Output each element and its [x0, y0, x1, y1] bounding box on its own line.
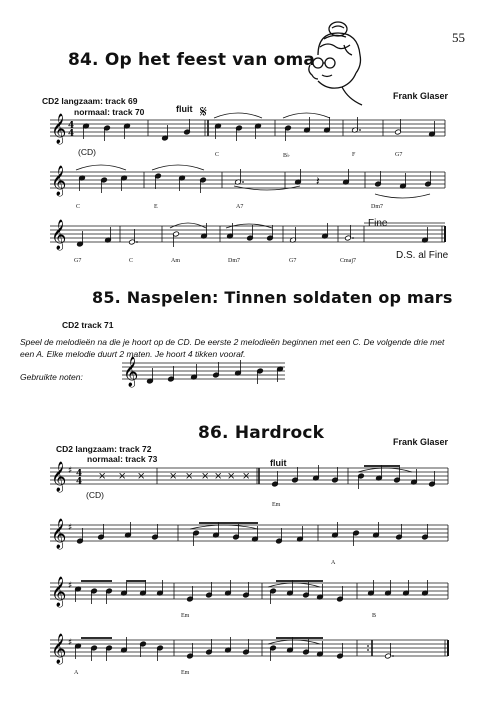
time-signature-bottom: 4: [76, 477, 83, 487]
chord-label: B: [372, 613, 377, 619]
percussion-note-icon: ×: [169, 471, 178, 482]
note-dot: [242, 181, 244, 183]
chord-label: A7: [236, 204, 244, 210]
slur: [268, 583, 320, 587]
percussion-note-icon: ×: [185, 471, 194, 482]
song-85-title: 85. Naspelen: Tinnen soldaten op mars: [92, 288, 453, 307]
percussion-note-icon: ×: [201, 471, 210, 482]
song-86-composer: Frank Glaser: [393, 437, 449, 447]
chord-label: Cmaj7: [340, 258, 356, 264]
key-sharp-icon: ♯: [68, 638, 73, 648]
song-84-track-slow: CD2 langzaam: track 69: [42, 96, 138, 106]
slur: [375, 194, 430, 198]
treble-clef-icon: 𝄞: [51, 577, 67, 607]
percussion-note-icon: ×: [118, 471, 127, 482]
song-85-instruction: Speel de melodieën na die je hoort op de CD. De eerste 2 melodieën beginnen met een C. De volgende drie met een A. Elke melodie duurt 2 maten. Je hoort 4 tikken vooraf.: [20, 337, 445, 359]
chord-label: A: [331, 560, 336, 566]
treble-clef-icon: 𝄞: [51, 519, 67, 549]
rest-icon: 𝄽: [316, 174, 320, 188]
percussion-note-icon: ×: [137, 471, 146, 482]
percussion-note-icon: ×: [227, 471, 236, 482]
song-86-instrument: fluit: [270, 458, 287, 468]
chord-label: G7: [289, 258, 297, 264]
time-signature-top: 4: [76, 469, 83, 479]
song-84-cd-label: (CD): [78, 147, 96, 157]
song-86-cd-label: (CD): [86, 490, 104, 500]
song-84-instrument: fluit: [176, 104, 193, 114]
treble-clef-icon: 𝄞: [51, 166, 67, 196]
slur: [214, 113, 262, 118]
song-86-track-normal: normaal: track 73: [87, 454, 158, 464]
slur: [190, 525, 258, 529]
treble-clef-icon: 𝄞: [51, 634, 67, 664]
chord-label: C: [215, 152, 220, 158]
chord-label: C: [76, 204, 81, 210]
page-number: 55: [452, 30, 465, 45]
chord-label: F: [352, 152, 356, 158]
percussion-note-icon: ×: [242, 471, 251, 482]
song-84-title: 84. Op het feest van oma: [68, 50, 316, 70]
song-85-notes-label: Gebruikte noten:: [20, 372, 83, 382]
slur: [170, 223, 206, 228]
chord-label: E: [154, 204, 158, 210]
key-sharp-icon: ♯: [68, 581, 73, 591]
key-sharp-icon: ♯: [68, 466, 73, 476]
chord-label: B♭: [283, 153, 290, 159]
slur: [358, 468, 412, 472]
chord-label: A: [74, 670, 79, 676]
chord-label: Em: [272, 502, 281, 508]
repeat-dot: [367, 649, 369, 651]
note-dot: [359, 129, 361, 131]
segno-icon: 𝄋: [200, 102, 207, 121]
treble-clef-icon: 𝄞: [51, 220, 67, 250]
song-86-title: 86. Hardrock: [198, 423, 325, 443]
chord-label: Dm7: [371, 204, 383, 210]
chord-label: C: [129, 258, 134, 264]
chord-label: Em: [181, 613, 190, 619]
chord-label: Am: [171, 258, 180, 264]
percussion-note-icon: ×: [214, 471, 223, 482]
note-dot: [352, 237, 354, 239]
chord-label: Dm7: [228, 258, 240, 264]
treble-clef-icon: 𝄞: [51, 462, 67, 492]
note-dot: [136, 241, 138, 243]
time-signature-top: 4: [68, 121, 75, 131]
slur: [76, 165, 126, 170]
ds-al-fine-label: D.S. al Fine: [396, 250, 449, 261]
treble-clef-icon: 𝄞: [123, 357, 139, 387]
slur: [152, 165, 204, 170]
note-dot: [392, 655, 394, 657]
key-sharp-icon: ♯: [68, 523, 73, 533]
chord-label: G7: [395, 152, 403, 158]
song-86-track-slow: CD2 langzaam: track 72: [56, 444, 152, 454]
chord-label: Em: [181, 670, 190, 676]
slur: [283, 113, 330, 118]
fine-label: Fine: [368, 218, 388, 229]
repeat-dot: [367, 645, 369, 647]
percussion-note-icon: ×: [98, 471, 107, 482]
slur: [268, 640, 320, 644]
treble-clef-icon: 𝄞: [51, 114, 67, 144]
song-84-composer: Frank Glaser: [393, 91, 449, 101]
chord-label: G7: [74, 258, 82, 264]
song-85-track: CD2 track 71: [62, 320, 114, 330]
time-signature-bottom: 4: [68, 129, 75, 139]
song-84-track-normal: normaal: track 70: [74, 107, 145, 117]
